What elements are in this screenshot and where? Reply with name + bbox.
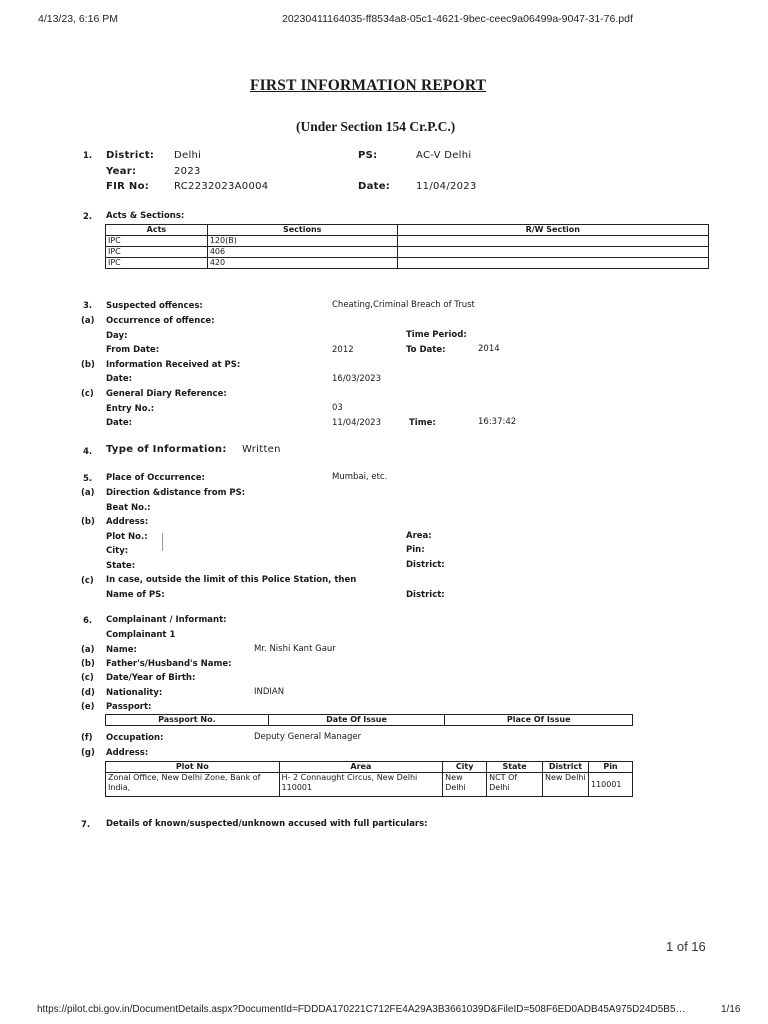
name-value: Mr. Nishi Kant Gaur (254, 644, 336, 654)
district-value: Delhi (174, 150, 202, 161)
time-period-label: Time Period: (406, 330, 467, 340)
item-marker: (g) (81, 748, 95, 758)
name-of-ps-label: Name of PS: (106, 590, 165, 600)
city-label: City: (106, 546, 129, 556)
info-date-value: 16/03/2023 (332, 374, 381, 384)
place-label: Place of Occurrence: (106, 473, 205, 483)
item-marker: (a) (81, 488, 95, 498)
occurrence-label: Occurrence of offence: (106, 316, 215, 326)
direction-label: Direction &distance from PS: (106, 488, 246, 498)
acts-sections-table (105, 224, 709, 269)
gd-date-value: 11/04/2023 (332, 418, 381, 428)
suspected-offences-value: Cheating,Criminal Breach of Trust (332, 300, 475, 310)
city-cell: New Delhi (443, 773, 487, 797)
nationality-label: Nationality: (106, 688, 163, 698)
pin-label: Pin: (406, 545, 425, 555)
day-label: Day: (106, 331, 128, 341)
act-cell: IPC (106, 258, 208, 269)
fir-date-value: 11/04/2023 (416, 181, 477, 192)
to-date-value: 2014 (478, 344, 500, 354)
info-type-value: Written (242, 444, 281, 455)
column-header: State (487, 762, 543, 773)
act-cell: IPC (106, 236, 208, 247)
table-row (106, 247, 709, 258)
item-marker: (b) (81, 517, 95, 527)
column-header: Passport No. (106, 715, 269, 726)
nationality-value: INDIAN (254, 687, 285, 697)
plot-cell: Zonal Office, New Delhi Zone, Bank of India, (106, 773, 280, 797)
dob-label: Date/Year of Birth: (106, 673, 196, 683)
column-header: City (443, 762, 487, 773)
passport-table (105, 714, 633, 726)
district-cell: New Delhi (543, 773, 589, 797)
column-header: Sections (207, 225, 397, 236)
item-marker: (c) (81, 673, 94, 683)
from-date-value: 2012 (332, 345, 354, 355)
item-marker: (c) (81, 576, 94, 586)
outside-limit-label: In case, outside the limit of this Police Station, then (106, 575, 357, 585)
state-label: State: (106, 561, 136, 571)
rw-cell (397, 236, 708, 247)
rw-cell (397, 247, 708, 258)
plot-no-label: Plot No.: (106, 532, 148, 542)
complainant-sub-label: Complainant 1 (106, 630, 176, 640)
passport-label: Passport: (106, 702, 152, 712)
print-page-number: 1/16 (721, 1004, 741, 1015)
gd-reference-label: General Diary Reference: (106, 389, 227, 399)
section-cell: 120(B) (207, 236, 397, 247)
scan-mark (162, 533, 163, 551)
print-filename: 20230411164035-ff8534a8-05c1-4621-9bec-ceec9a06499a-9047-31-76.pdf (282, 13, 633, 25)
info-type-label: Type of Information: (106, 444, 227, 455)
section-6-number: 6. (83, 616, 93, 626)
gd-time-label: Time: (409, 418, 436, 428)
column-header: Plot No (106, 762, 280, 773)
fir-date-label: Date: (358, 181, 391, 192)
table-header-row (106, 715, 633, 726)
address-label: Address: (106, 517, 149, 527)
complainant-address-label: Address: (106, 748, 149, 758)
year-value: 2023 (174, 166, 201, 177)
report-subtitle: (Under Section 154 Cr.P.C.) (296, 119, 456, 134)
column-header: Date Of Issue (268, 715, 445, 726)
section-cell: 406 (207, 247, 397, 258)
item-marker: (e) (81, 702, 95, 712)
section-4-number: 4. (83, 447, 93, 457)
section-2-number: 2. (83, 212, 93, 222)
beat-no-label: Beat No.: (106, 503, 151, 513)
area-label: Area: (406, 531, 432, 541)
print-datetime: 4/13/23, 6:16 PM (38, 13, 118, 25)
pin-cell: 110001 (588, 773, 632, 797)
section-1-number: 1. (83, 151, 93, 161)
section-3-number: 3. (83, 301, 93, 311)
district-label: District: (406, 560, 445, 570)
table-header-row (106, 762, 633, 773)
occupation-label: Occupation: (106, 733, 164, 743)
from-date-label: From Date: (106, 345, 160, 355)
table-row (106, 258, 709, 269)
year-label: Year: (106, 166, 137, 177)
table-row (106, 773, 633, 797)
report-title: FIRST INFORMATION REPORT (250, 77, 487, 94)
info-received-label: Information Received at PS: (106, 360, 241, 370)
ps-label: PS: (358, 150, 378, 161)
accused-details-label: Details of known/suspected/unknown accused with full particulars: (106, 819, 428, 829)
section-5-number: 5. (83, 474, 93, 484)
place-value: Mumbai, etc. (332, 472, 388, 482)
to-date-label: To Date: (406, 345, 446, 355)
item-marker: (c) (81, 389, 94, 399)
column-header: Pin (588, 762, 632, 773)
district-2-label: District: (406, 590, 445, 600)
print-url: https://pilot.cbi.gov.in/DocumentDetails.aspx?DocumentId=FDDDA170221C712FE4A29A3B3661039D&FileID=508F6ED0ADB45A975D24D5B5… (37, 1004, 686, 1015)
gd-time-value: 16:37:42 (478, 417, 517, 427)
column-header: R/W Section (397, 225, 708, 236)
column-header: District (543, 762, 589, 773)
father-name-label: Father's/Husband's Name: (106, 659, 232, 669)
item-marker: (d) (81, 688, 95, 698)
section-7-number: 7. (81, 820, 91, 830)
item-marker: (a) (81, 645, 95, 655)
state-cell: NCT Of Delhi (487, 773, 543, 797)
occupation-value: Deputy General Manager (254, 732, 362, 742)
column-header: Area (279, 762, 443, 773)
section-cell: 420 (207, 258, 397, 269)
address-table (105, 761, 633, 797)
table-row (106, 236, 709, 247)
suspected-offences-label: Suspected offences: (106, 301, 203, 311)
area-cell: H- 2 Connaught Circus, New Delhi 110001 (279, 773, 443, 797)
acts-sections-label: Acts & Sections: (106, 211, 185, 221)
item-marker: (f) (81, 733, 93, 743)
rw-cell (397, 258, 708, 269)
gd-date-label: Date: (106, 418, 133, 428)
column-header: Acts (106, 225, 208, 236)
name-label: Name: (106, 645, 137, 655)
item-marker: (a) (81, 316, 95, 326)
district-label: District: (106, 150, 155, 161)
item-marker: (b) (81, 659, 95, 669)
act-cell: IPC (106, 247, 208, 258)
fir-label: FIR No: (106, 181, 150, 192)
item-marker: (b) (81, 360, 95, 370)
entry-no-label: Entry No.: (106, 404, 155, 414)
complainant-label: Complainant / Informant: (106, 615, 227, 625)
table-header-row (106, 225, 709, 236)
info-date-label: Date: (106, 374, 133, 384)
page-counter: 1 of 16 (666, 939, 706, 954)
ps-value: AC-V Delhi (416, 150, 472, 161)
fir-value: RC2232023A0004 (174, 181, 269, 192)
entry-no-value: 03 (332, 403, 343, 413)
column-header: Place Of Issue (445, 715, 633, 726)
